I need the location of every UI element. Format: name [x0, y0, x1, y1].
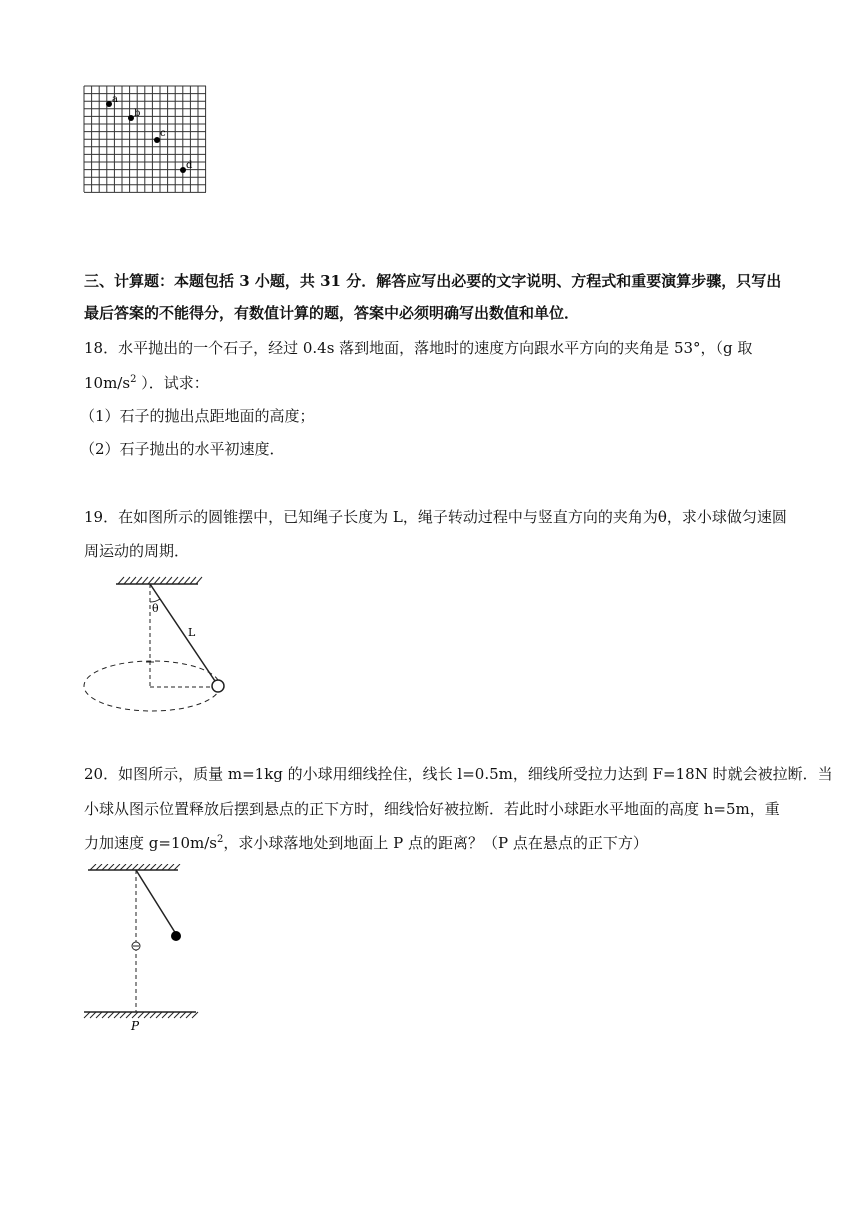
label-c: c [160, 128, 166, 139]
q20-line3-sup: 2 [217, 834, 224, 845]
theta-label: θ [152, 602, 159, 615]
q19-line1: 19．在如图所示的圆锥摆中，已知绳子长度为 L，绳子转动过程中与竖直方向的夹角为θ，求小球做匀速圆 [84, 508, 787, 526]
grid-trajectory-figure [82, 84, 210, 196]
pendulum-ball [212, 680, 224, 692]
q18-line1: 18．水平抛出的一个石子，经过 0.4s 落到地面，落地时的速度方向跟水平方向的夹角是 53°，（g 取 [84, 339, 753, 357]
q20-line3 [84, 833, 648, 853]
q18-line2 [84, 373, 209, 393]
label-d: d [186, 160, 193, 171]
q19-line2: 周运动的周期． [84, 542, 190, 560]
q20-line1: 20．如图所示，质量 m=1kg 的小球用细线拴住，线长 l=0.5m，细线所受拉力达到 F=18N 时就会被拉断．当 [84, 765, 833, 783]
q20-line3-post: ，求小球落地处到地面上 P 点的距离？（P 点在悬点的正下方） [223, 834, 648, 852]
q18-line2-post: ）．试求： [136, 374, 209, 392]
q20-line3-pre: 力加速度 g=10m/s [84, 834, 218, 852]
q18-sub1: （1）石子的抛出点距地面的高度； [80, 407, 315, 425]
q18-line2-pre: 10m/s [84, 374, 131, 392]
point-p-label: P [131, 1019, 140, 1033]
section3-heading-line2: 最后答案的不能得分，有数值计算的题，答案中必须明确写出数值和单位． [84, 304, 580, 322]
section3-heading-line1: 三、计算题：本题包括 3 小题，共 31 分．解答应写出必要的文字说明、方程式和重要演算步骤，只写出 [84, 272, 782, 290]
pendulum-ball-20 [171, 931, 181, 941]
pendulum-break-figure [80, 864, 204, 1036]
label-b: b [134, 108, 141, 119]
conical-pendulum-figure [80, 574, 240, 716]
q20-line2: 小球从图示位置释放后摆到悬点的正下方时，细线恰好被拉断．若此时小球距水平地面的高度 h=5m，重 [84, 800, 780, 818]
length-label: L [188, 626, 196, 639]
q18-sub2: （2）石子抛出的水平初速度． [80, 440, 285, 458]
label-a: a [112, 94, 118, 105]
q18-line2-sup: 2 [130, 374, 137, 385]
